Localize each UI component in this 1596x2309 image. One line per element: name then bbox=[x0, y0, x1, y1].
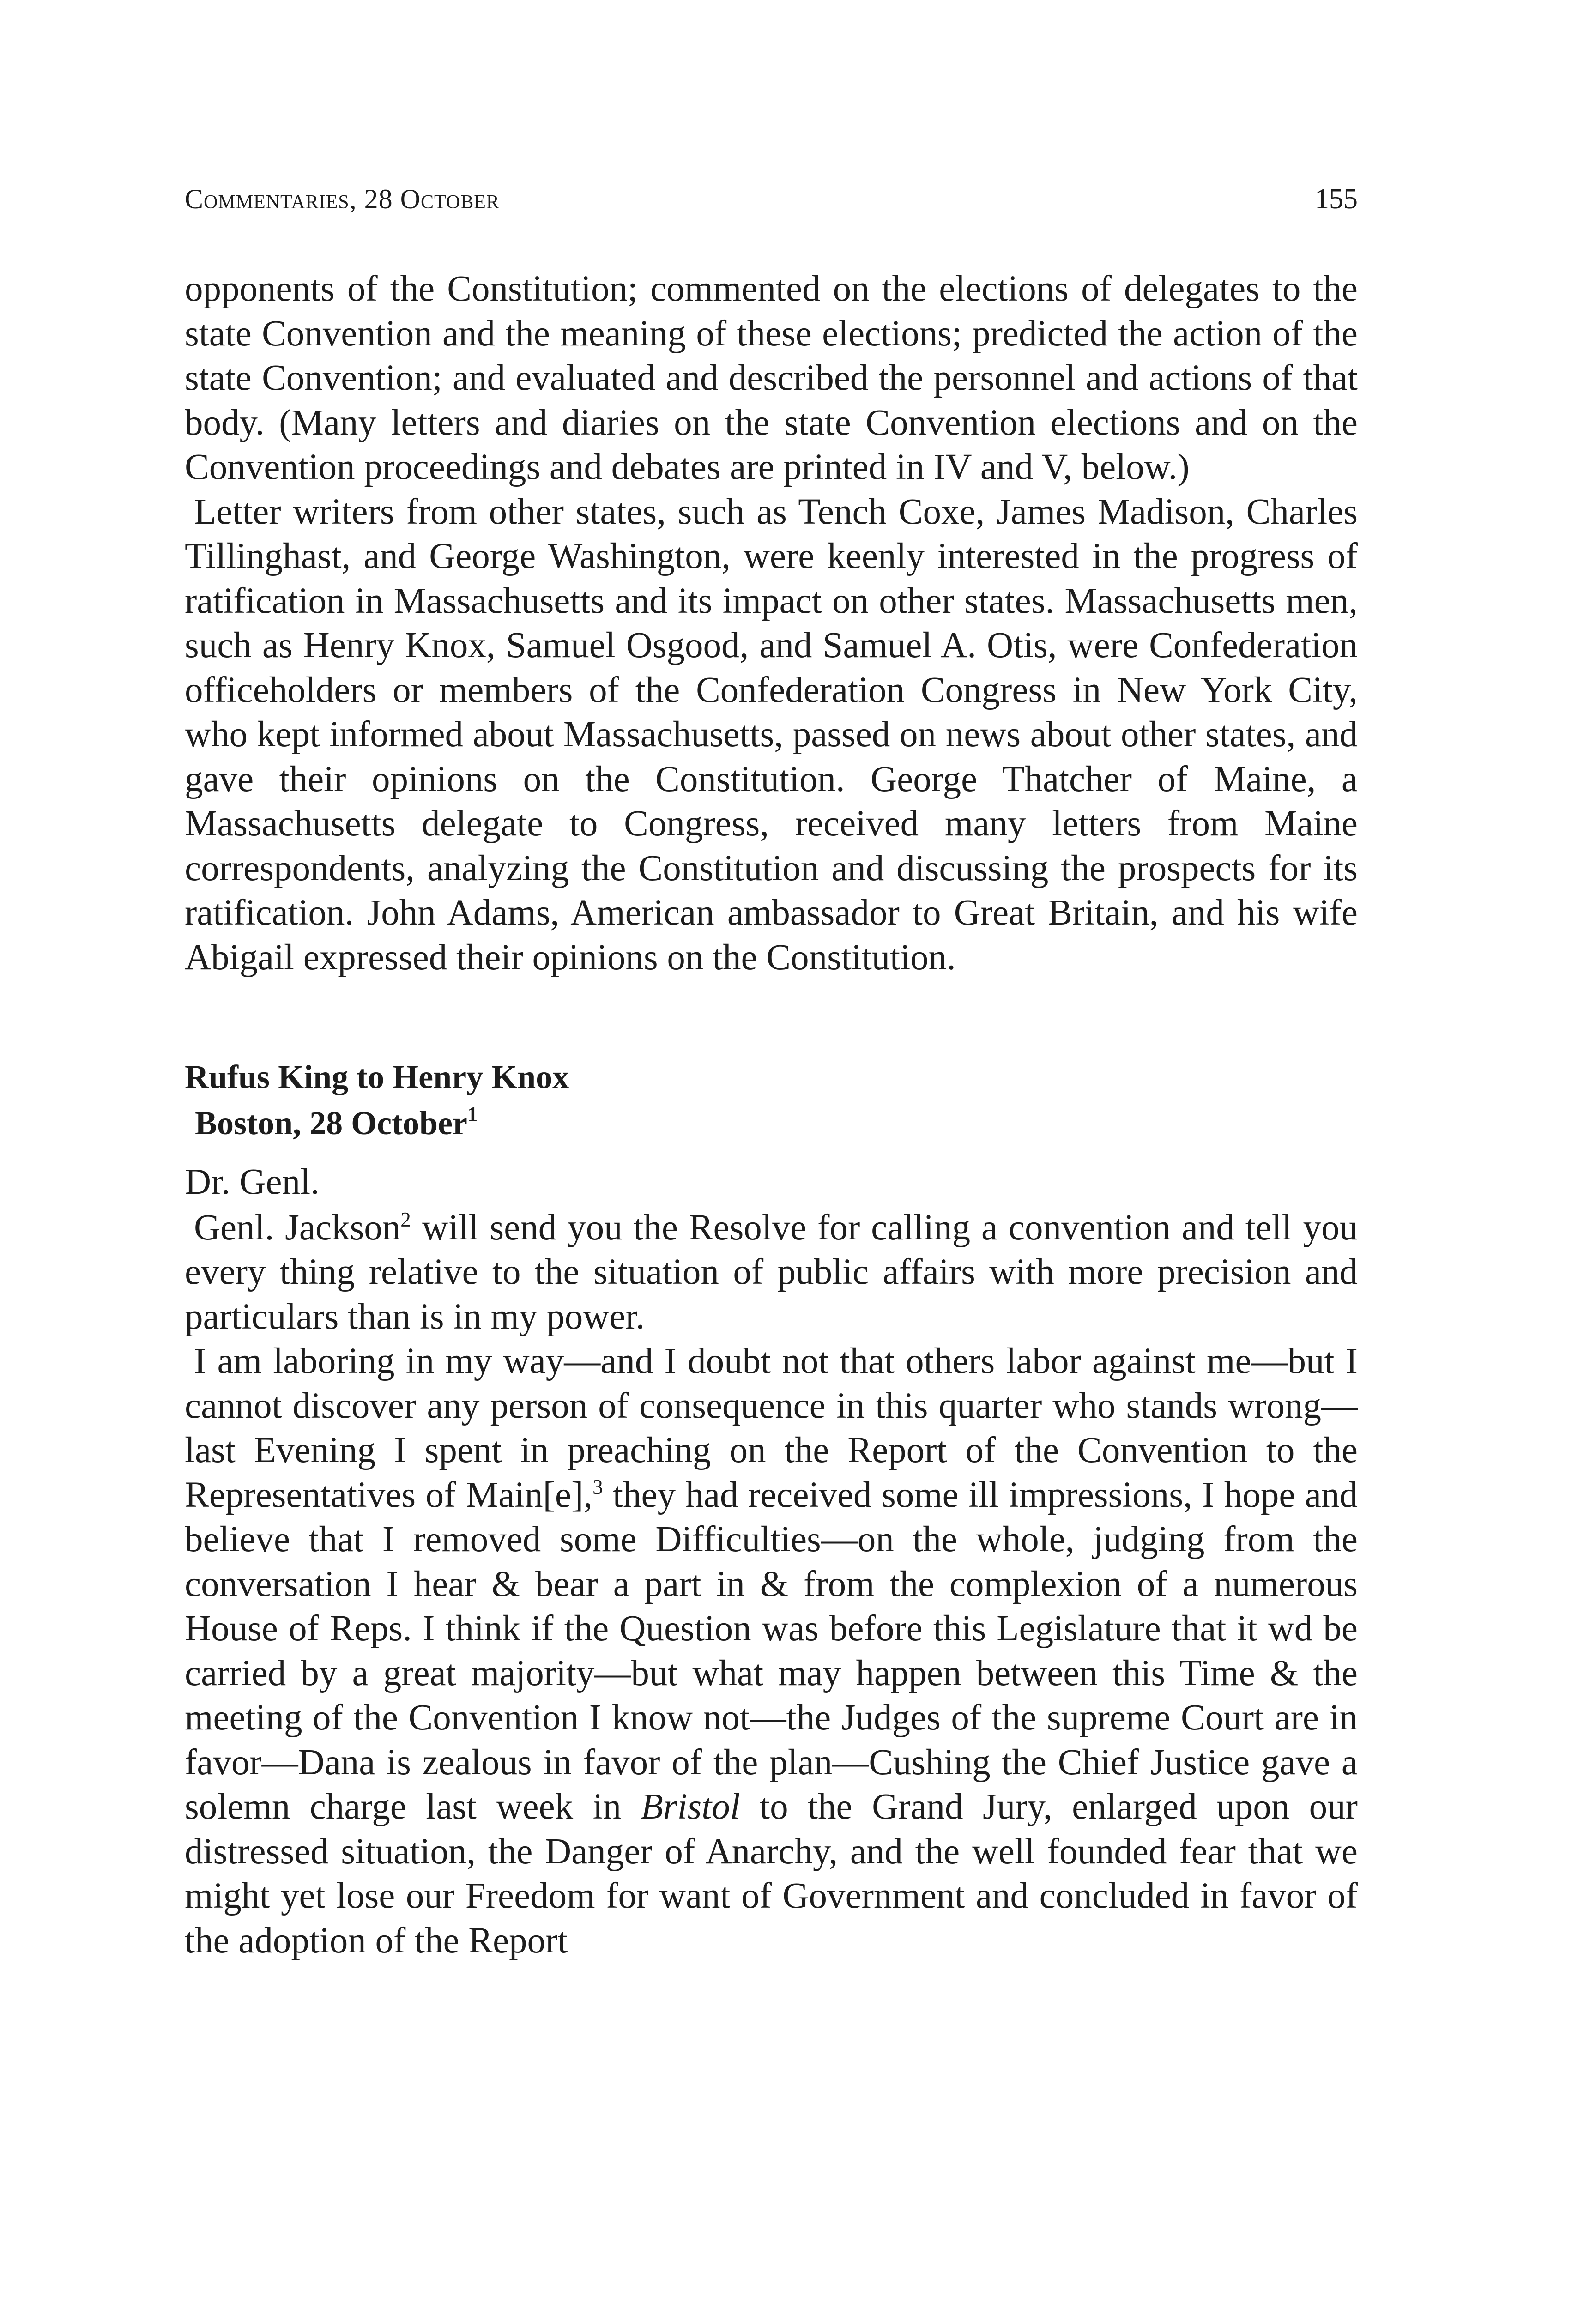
letter-paragraph bbox=[185, 1339, 1358, 1963]
footnote-ref: 1 bbox=[467, 1103, 478, 1126]
intro-paragraph: opponents of the Constitution; commented on the elections of delegates to the state Convention and the meaning of these elections; predicted the action of the state Convention; and evaluated and described the personnel and actions of that body. (Many letters and diaries on the state Convention elections and on the Convention proceedings and debates are printed in IV and V, below.) bbox=[185, 269, 1358, 487]
book-page bbox=[185, 185, 1358, 1963]
running-head bbox=[185, 185, 1358, 213]
letter-text: they had received some ill impressions, I hope and believe that I removed some Difficulties—on the whole, judging from the conversation I hear & bear a part in & from the complexion of a numerous House of Reps. I think if the Question was before this Legislature that it wd be carried by a great majority—but what may happen between this Time & the meeting of the Convention I know not—the Judges of the supreme Court are in favor—Dana is zealous in favor of the plan—Cushing the Chief Justice gave a solemn charge last week in bbox=[185, 1475, 1358, 1827]
document-heading bbox=[185, 1054, 1358, 1146]
intro-paragraph: Letter writers from other states, such as Tench Coxe, James Madison, Charles Tillinghast, and George Washington, were keenly interested in the progress of ratification in Massachusetts and its impact on other states. Massachusetts men, such as Henry Knox, Samuel Osgood, and Samuel A. Otis, were Confederation officeholders or members of the Confederation Congress in New York City, who kept informed about Massachusetts, passed on news about other states, and gave their opinions on the Constitution. George Thatcher of Maine, a Massachusetts delegate to Congress, received many letters from Maine correspondents, analyzing the Constitution and discussing the prospects for its ratification. John Adams, American ambassador to Great Britain, and his wife Abigail expressed their opinions on the Constitution. bbox=[185, 491, 1358, 978]
dateline-text: Boston, 28 October bbox=[195, 1105, 467, 1142]
letter-text: will send you the Resolve for calling a convention and tell you every thing relative to the situation of public affairs with more precision and particulars than is in my power. bbox=[185, 1207, 1358, 1337]
letter-text: to the Grand Jury, enlarged upon our distressed situation, the Danger of Anarchy, and the well founded fear that we might yet lose our Freedom for want of Government and concluded in favor of the adoption of the Report bbox=[185, 1787, 1358, 1961]
letter-text: Genl. Jackson bbox=[194, 1207, 401, 1248]
salutation: Dr. Genl. bbox=[185, 1162, 320, 1202]
footnote-ref: 3 bbox=[592, 1475, 603, 1499]
place-name-italic: Bristol bbox=[641, 1787, 740, 1827]
document-dateline bbox=[185, 1100, 1358, 1146]
running-head-title: Commentaries, 28 October bbox=[185, 184, 500, 214]
page-number: 155 bbox=[1315, 183, 1358, 215]
letter-text: I am laboring in my way—and I doubt not that others labor against me—but I cannot discover any person of consequence in this quarter who stands wrong—last Evening I spent in preaching on the Report of the Convention to the Representatives of Main[e], bbox=[185, 1341, 1358, 1515]
document-title: Rufus King to Henry Knox bbox=[185, 1058, 569, 1095]
letter-paragraph bbox=[185, 1206, 1358, 1340]
footnote-ref: 2 bbox=[400, 1208, 411, 1231]
